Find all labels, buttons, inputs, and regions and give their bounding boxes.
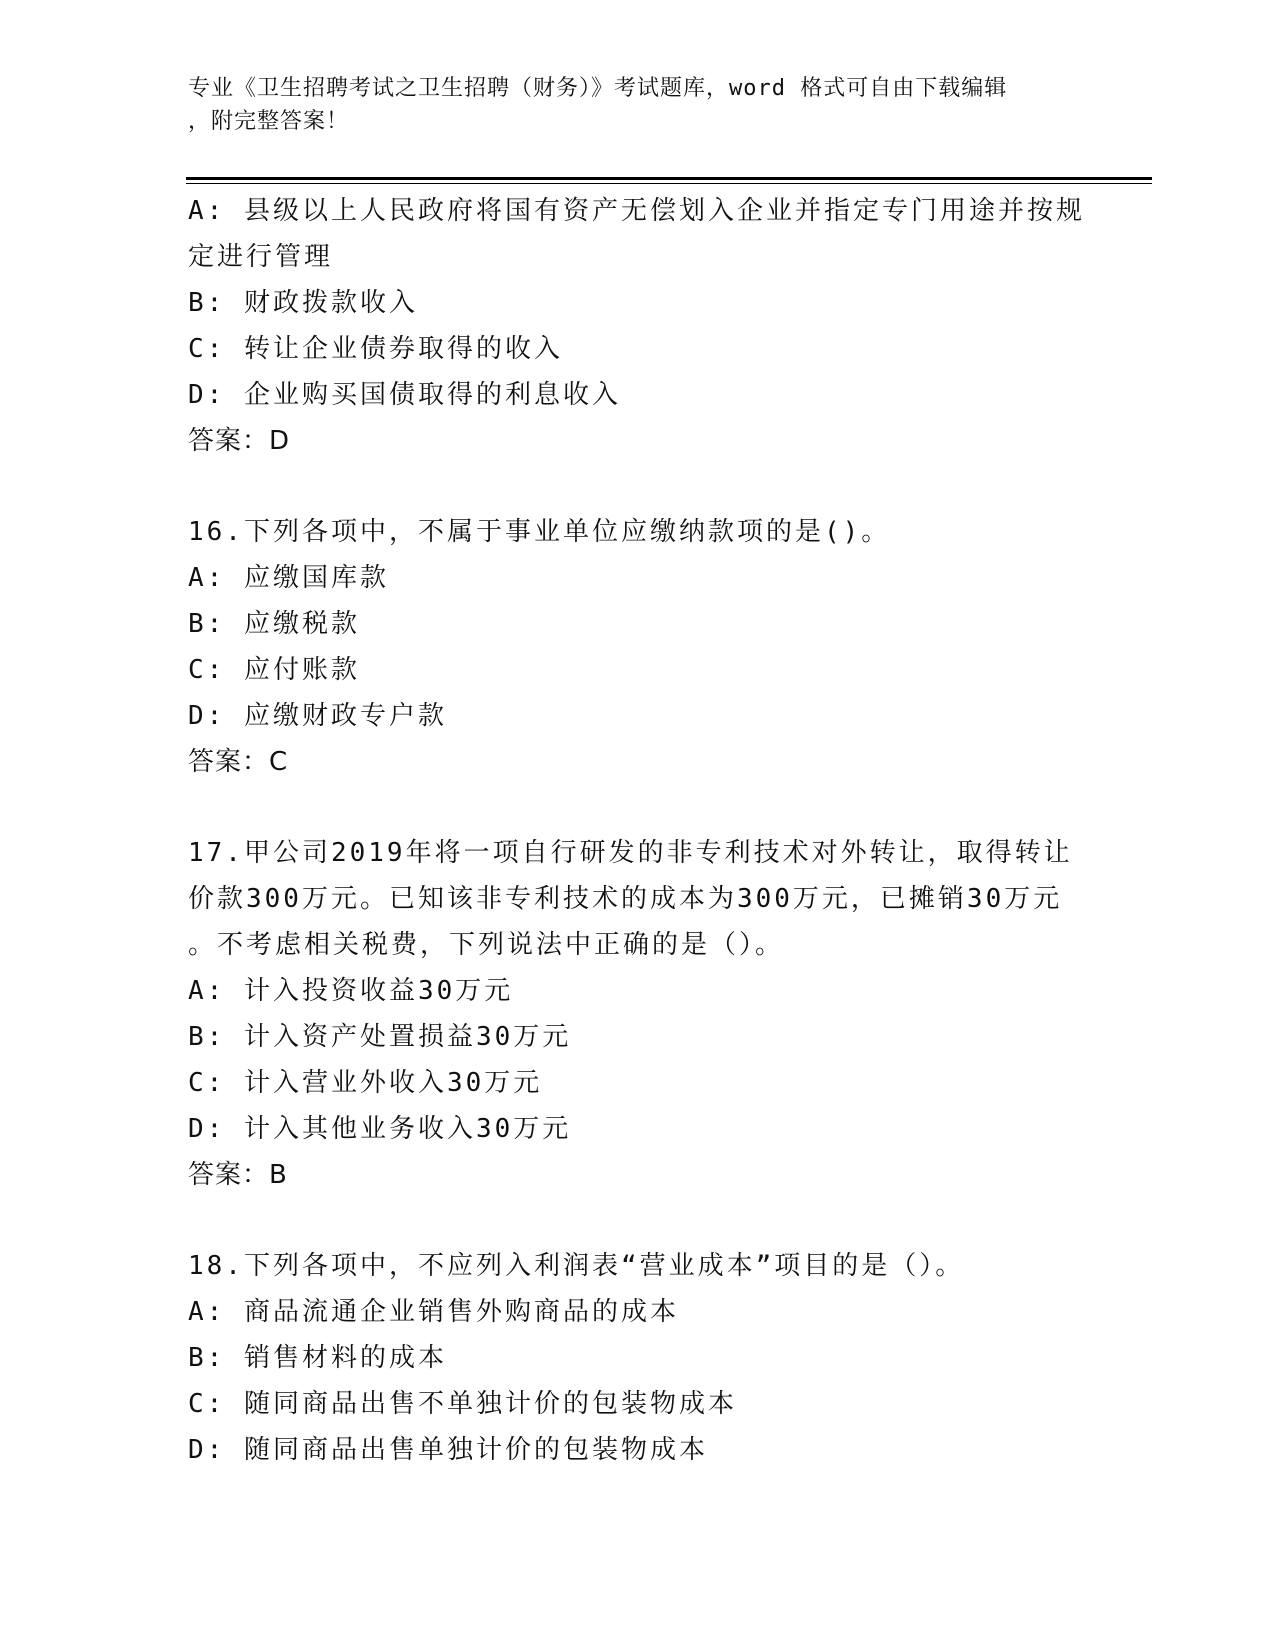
answer-label: 答案：C xyxy=(188,747,289,777)
header-divider-thin xyxy=(186,183,1152,184)
option-d: D: 计入其他业务收入30万元 xyxy=(188,1114,572,1144)
header-line-1: 专业《卫生招聘考试之卫生招聘（财务）》考试题库，word 格式可自由下载编辑 xyxy=(188,76,1008,101)
header-divider-thick xyxy=(186,177,1152,180)
question-15-block xyxy=(188,188,1088,464)
question-16-block xyxy=(188,509,1088,785)
option-a: A: 计入投资收益30万元 xyxy=(188,976,514,1006)
question-17-block xyxy=(188,830,1088,1198)
option-c: C: 应付账款 xyxy=(188,655,360,685)
answer-label: 答案：B xyxy=(188,1160,288,1190)
option-b: B: 销售材料的成本 xyxy=(188,1343,447,1373)
header-line-2: ，附完整答案！ xyxy=(188,109,350,134)
question-list xyxy=(188,188,1088,1473)
question-text-continued: 。不考虑相关税费，下列说法中正确的是（）。 xyxy=(188,930,785,960)
question-text: 16.下列各项中，不属于事业单位应缴纳款项的是()。 xyxy=(188,517,891,547)
option-a-continued: 定进行管理 xyxy=(188,242,334,272)
option-d: D: 随同商品出售单独计价的包装物成本 xyxy=(188,1435,708,1465)
option-a: A: 县级以上人民政府将国有资产无偿划入企业并指定专门用途并按规 xyxy=(188,196,1085,226)
spacer xyxy=(188,785,1088,830)
option-b: B: 应缴税款 xyxy=(188,609,360,639)
question-18-block xyxy=(188,1243,1088,1473)
spacer xyxy=(188,464,1088,509)
option-a: A: 商品流通企业销售外购商品的成本 xyxy=(188,1297,679,1327)
option-c: C: 计入营业外收入30万元 xyxy=(188,1068,543,1098)
question-text: 17.甲公司2019年将一项自行研发的非专利技术对外转让，取得转让 xyxy=(188,838,1073,868)
option-b: B: 财政拨款收入 xyxy=(188,288,418,318)
option-d: D: 企业购买国债取得的利息收入 xyxy=(188,380,621,410)
option-c: C: 转让企业债券取得的收入 xyxy=(188,334,563,364)
question-text-continued: 价款300万元。已知该非专利技术的成本为300万元，已摊销30万元 xyxy=(188,884,1063,914)
question-text: 18.下列各项中，不应列入利润表“营业成本”项目的是（）。 xyxy=(188,1251,965,1281)
option-a: A: 应缴国库款 xyxy=(188,563,389,593)
option-b: B: 计入资产处置损益30万元 xyxy=(188,1022,572,1052)
option-d: D: 应缴财政专户款 xyxy=(188,701,447,731)
document-header xyxy=(188,72,1068,138)
option-c: C: 随同商品出售不单独计价的包装物成本 xyxy=(188,1389,737,1419)
answer-label: 答案：D xyxy=(188,426,291,456)
spacer xyxy=(188,1198,1088,1243)
